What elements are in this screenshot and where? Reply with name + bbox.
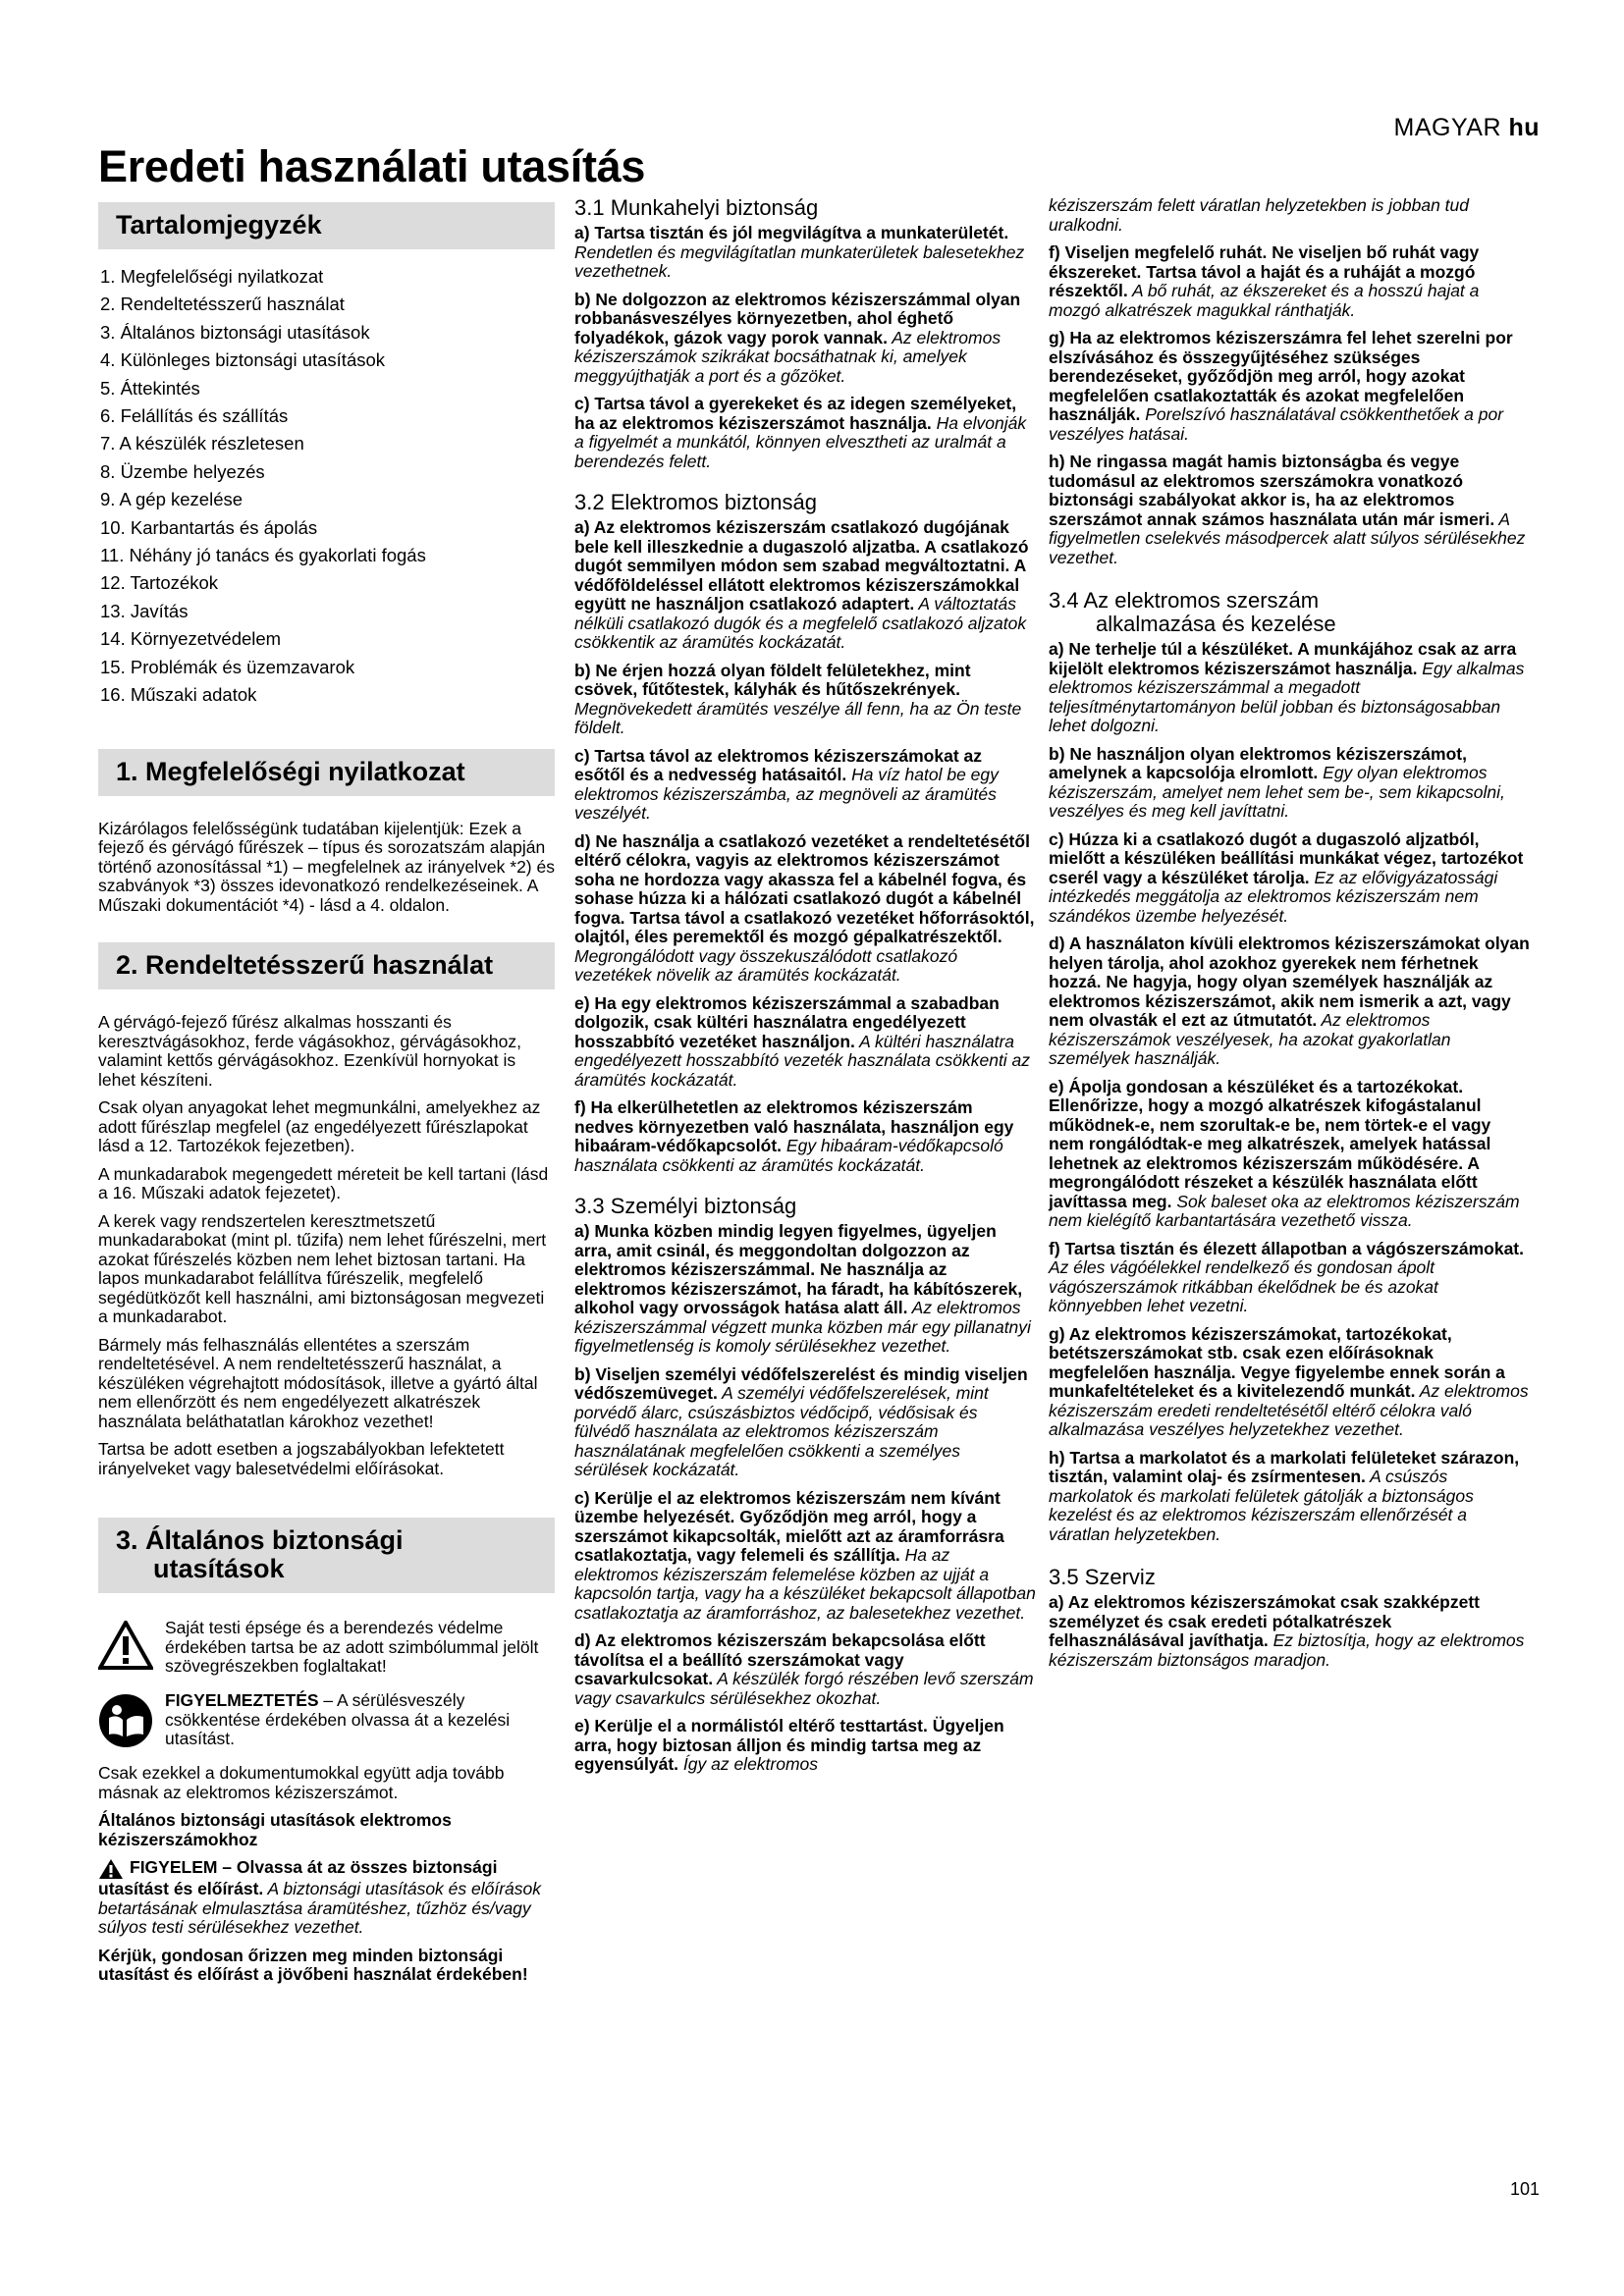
section-2-paragraph: A munkadarabok megengedett méreteit be kell tartani (lásd a 16. Műszaki adatok fejezetet). bbox=[98, 1163, 549, 1202]
rule-item: a) Munka közben mindig legyen figyelmes, ügyeljen arra, amit csinál, és meggondoltan dolgozzon az elektromos kéziszerszámmal. Ne használja az elektromos kéziszerszámot, ha fáradt, ha kábítószerek, alkohol vagy orvosságok hatása alatt áll. Az elektromos kéziszerszámmal végzett munka közben már egy pillanatnyi figyelmetlenség is komoly sérülésekhez vezethet. bbox=[574, 1221, 1031, 1356]
rule-item: a) Az elektromos kéziszerszámokat csak szakképzett személyzet és csak eredeti pótalkatrészek felhasználásával javíthatja. Ez biztosítja, hogy az elektromos kéziszerszám biztonságos maradjon. bbox=[1049, 1592, 1525, 1670]
section-2-paragraph: A kerek vagy rendszertelen keresztmetszetű munkadarabokat (mint pl. tűzifa) nem lehet fűrészelni, mert azokat fűrészelés közben nem lehet biztosan tartani. Ha lapos munkadarabot felállítva fűrészelik, megfelelő segédütközőt kell használni, ami biztonságosan megvezeti a munkadarabot. bbox=[98, 1210, 547, 1326]
page-number: 101 bbox=[1509, 2179, 1540, 2199]
rule-item: b) Ne használjon olyan elektromos kéziszerszámot, amelynek a kapcsolója elromlott. Egy olyan elektromos kéziszerszám, amelyet nem lehet sem be-, sem kikapcsolni, veszélyes és meg kell javíttatni. bbox=[1049, 743, 1505, 821]
subsection-3-4-title bbox=[1049, 589, 1530, 636]
toc-item[interactable]: 16. Műszaki adatok bbox=[100, 684, 257, 706]
toc-heading-box bbox=[98, 202, 555, 249]
rule-item: d) A használaton kívüli elektromos kéziszerszámokat olyan helyen tárolja, ahol azokhoz gyerekek nem férhetnek hozzá. Ne hagyja, hogy olyan személyek használják az elektromos kéziszerszámot, akik nem ismerik a azt, vagy nem olvasták el ezt az útmutatót. Az elektromos kéziszerszámok veszélyesek, ha azokat gyakorlatlan személyek használják. bbox=[1049, 934, 1530, 1068]
section-3-title-line-2: utasítások bbox=[153, 1554, 285, 1583]
attention-italic: A biztonsági utasítások és előírások betartásának elmulasztása áramütéshez, tűzhöz és/vagy súlyos testi sérülésekhez vezethet. bbox=[98, 1879, 542, 1937]
table-of-contents bbox=[100, 263, 555, 710]
column-3 bbox=[1049, 196, 1530, 1679]
rule-item: e) Ápolja gondosan a készüléket és a tartozékokat. Ellenőrizze, hogy a mozgó alkatrészek kifogástalanul működnek-e, nem szorultak-e be, nem törtek-e el vagy nem rongálódtak-e meg alkatrészek, amelyek hatással lehetnek az elektromos kéziszerszám működésére. A megrongálódott részeket a készülék használata előtt javíttassa meg. Sok baleset oka az elektromos kéziszerszám nem kielégítő karbantartására vezethető vissza. bbox=[1049, 1076, 1520, 1230]
rule-item: c) Tartsa távol az elektromos kéziszerszámokat az esőtől és a nedvesség hatásaitól. Ha víz hatol be egy elektromos kéziszerszámba, az megnöveli az áramütés veszélyét. bbox=[574, 745, 999, 823]
toc-item[interactable]: 13. Javítás bbox=[100, 600, 189, 621]
toc-item[interactable]: 7. A készülék részletesen bbox=[100, 433, 304, 454]
rule-item: a) Ne terhelje túl a készüléket. A munkájához csak az arra kijelölt elektromos kéziszerszámot használja. Egy alkalmas elektromos kéziszerszámmal a megadott teljesítménytartományon belül jobban és biztonságosabban lehet dolgozni. bbox=[1049, 639, 1525, 735]
rule-item: b) Ne dolgozzon az elektromos kéziszerszámmal olyan robbanásveszélyes környezetben, ahol éghető folyadékok, gázok vagy porok vannak. Az elektromos kéziszerszámok szikrákat bocsáthatnak ki, amelyek meggyújthatják a port és a gőzöket. bbox=[574, 289, 1021, 386]
toc-item[interactable]: 5. Áttekintés bbox=[100, 377, 200, 399]
toc-item[interactable]: 10. Karbantartás és ápolás bbox=[100, 516, 318, 538]
section-2-paragraph: A gérvágó-fejező fűrész alkalmas hosszanti és keresztvágásokhoz, ferde vágásokhoz, gérvágásokhoz, valamint kettős gérvágásokhoz. Ezenkívül hornyokat is lehet készíteni. bbox=[98, 1012, 521, 1090]
rule-item: d) Ne használja a csatlakozó vezetéket a rendeltetésétől eltérő célokra, vagyis az elektromos kéziszerszámot soha ne hordozza vagy akassza fel a kábelnél fogva, és sohase húzza ki a hálózati csatlakozó dugót a kábelnél fogva. Tartsa távol a csatlakozó vezetéket hőforrásoktól, olajtól, éles peremektől és mozgó gépalkatrészektől. Megrongálódott vagy összekuszálódott csatlakozó vezetékek növelik az áramütés kockázatát. bbox=[574, 830, 1035, 985]
subsection-3-4-title-line-2: alkalmazása és kezelése bbox=[1096, 612, 1336, 636]
document-title: Eredeti használati utasítás bbox=[98, 141, 646, 191]
toc-item[interactable]: 6. Felállítás és szállítás bbox=[100, 405, 289, 427]
column-1 bbox=[98, 196, 555, 1994]
section-2-paragraph: Tartsa be adott esetben a jogszabályokban lefektetett irányelveket vagy balesetvédelmi előírásokat. bbox=[98, 1439, 505, 1478]
language-name: MAGYAR bbox=[1393, 114, 1501, 141]
subsection-3-2-title: 3.2 Elektromos biztonság bbox=[574, 490, 818, 514]
section-2-title: 2. Rendeltetésszerű használat bbox=[116, 950, 494, 980]
rule-item: f) Viseljen megfelelő ruhát. Ne viseljen bő ruhát vagy ékszereket. Tartsa távol a haját és a ruháját a mozgó részektől. A bő ruhát, az ékszereket és a hosszú hajat a mozgó alkatrészek magukkal ránthatják. bbox=[1049, 242, 1480, 320]
section-2-paragraph: Bármely más felhasználás ellentétes a szerszám rendeltetésével. A nem rendeltetésszerű használat, a készüléken végrehajtott módosítások, illetve a gyártó által nem ellenőrzött és nem engedélyezett alkatrészek használata beláthatatlan károkhoz vezethet! bbox=[98, 1334, 538, 1431]
section-3-heading-box bbox=[98, 1518, 555, 1593]
section-1-text: Kizárólagos felelősségünk tudatában kijelentjük: Ezek a fejező és gérvágó fűrészek – típus és sorozatszám alapján történő azonosítással *1) – megfelelnek az irányelvek *2) és szabványok *3) összes idevonatkozó rendelkezéseinek. A Műszaki dokumentációt *4) - lásd a 4. oldalon. bbox=[98, 818, 555, 915]
rule-item: f) Tartsa tisztán és élezett állapotban a vágószerszámokat. Az éles vágóélekkel rendelkező és gondosan ápolt vágószerszámok ritkábban ékelődnek be és azokat könnyebben lehet vezetni. bbox=[1049, 1238, 1525, 1315]
section-2-paragraph: Csak olyan anyagokat lehet megmunkálni, amelyekhez az adott fűrészlap megfelel (az engedélyezett fűrészlapokat lásd a 12. Tartozékok fejezetben). bbox=[98, 1097, 541, 1155]
rule-item: d) Az elektromos kéziszerszám bekapcsolása előtt távolítsa el a beállító szerszámokat vagy csavarkulcsokat. A készülék forgó részében levő szerszám vagy csavarkulcs sérülésekhez okozhat. bbox=[574, 1630, 1034, 1708]
column-2 bbox=[574, 196, 1036, 1784]
toc-item[interactable]: 3. Általános biztonsági utasítások bbox=[100, 321, 370, 343]
toc-item[interactable]: 12. Tartozékok bbox=[100, 572, 218, 594]
toc-item[interactable]: 15. Problémák és üzemzavarok bbox=[100, 656, 355, 677]
section-1-heading-box bbox=[98, 749, 555, 796]
rule-item-continued: kéziszerszám felett váratlan helyzetekben is jobban tud uralkodni. bbox=[1049, 195, 1470, 235]
warning-text: – A sérülésveszély csökkentése érdekében olvassa át a kezelési utasítást. bbox=[165, 1690, 511, 1748]
rule-item: e) Ha egy elektromos kéziszerszámmal a szabadban dolgozik, csak kültéri használatra engedélyezett hosszabbító vezetéket használjon. A kültéri használatra engedélyezett hosszabbító vezeték használata csökkenti az áramütés kockázatát. bbox=[574, 992, 1031, 1090]
rule-item: b) Ne érjen hozzá olyan földelt felületekhez, mint csövek, fűtőtestek, kályhák és hűtőszekrények. Megnövekedett áramütés veszélye áll fenn, ha az Ön teste földelt. bbox=[574, 660, 1022, 737]
section-1-title: 1. Megfelelőségi nyilatkozat bbox=[116, 756, 465, 786]
rule-item: c) Kerülje el az elektromos kéziszerszám nem kívánt üzembe helyezését. Győződjön meg arról, hogy a szerszámot kikapcsolták, mielőtt azt az áramforrásra csatlakoztatja, vagy felemeli és szállítja. Ha az elektromos kéziszerszám felemelése közben az ujját a kapcsolón tartja, vagy ha a készüléket bekapcsolt állapotban csatlakoztatja az áramforráshoz, az balesetekhez vezethet. bbox=[574, 1487, 1036, 1623]
subsection-3-4-title-line-1: 3.4 Az elektromos szerszám bbox=[1049, 588, 1320, 613]
language-label bbox=[1394, 114, 1541, 142]
attention-bold: FIGYELEM – Olvassa át az összes biztonsági utasítást és előírást. bbox=[98, 1857, 498, 1898]
subsection-3-1-title: 3.1 Munkahelyi biztonság bbox=[574, 195, 819, 220]
rule-item: b) Viseljen személyi védőfelszerelést és mindig viseljen védőszemüveget. A személyi védőfelszerelések, mint porvédő álarc, csúszásbiztos védőcipő, védősisak és fülvédő használata az elektromos kéziszerszám használatának megfelelően csökkenti a személyes sérülések kockázatát. bbox=[574, 1363, 1028, 1479]
toc-item[interactable]: 9. A gép kezelése bbox=[100, 489, 244, 510]
toc-item[interactable]: 8. Üzembe helyezés bbox=[100, 460, 265, 482]
section-2-heading-box bbox=[98, 942, 555, 989]
section-3-paragraph: Csak ezekkel a dokumentumokkal együtt adja tovább másnak az elektromos kéziszerszámot. bbox=[98, 1763, 505, 1802]
rule-item: c) Tartsa távol a gyerekeket és az idegen személyeket, ha az elektromos kéziszerszámot használja. Ha elvonják a figyelmét a munkától, könnyen elvesztheti az uralmát a berendezés felett. bbox=[574, 394, 1027, 471]
rule-item: h) Tartsa a markolatot és a markolati felületeket szárazon, tisztán, valamint olaj- és zsírmentesen. A csúszós markolatok és markolati felületek gátolják a biztonságos kezelést és az elektromos kéziszerszám ellenőrzését a váratlan helyzetekben. bbox=[1049, 1447, 1520, 1544]
warning-small-icon bbox=[98, 1858, 124, 1880]
toc-item[interactable]: 1. Megfelelőségi nyilatkozat bbox=[100, 266, 324, 287]
subsection-3-5-title: 3.5 Szerviz bbox=[1049, 1565, 1156, 1589]
rule-item: c) Húzza ki a csatlakozó dugót a dugaszoló aljzatból, mielőtt a készüléken beállítási munkákat végez, tartozékot cserél vagy a készüléket tárolja. Ez az elővigyázatossági intézkedés meggátolja az elektromos kéziszerszám nem szándékos üzembe helyezését. bbox=[1049, 828, 1524, 926]
rule-item: f) Ha elkerülhetetlen az elektromos kéziszerszám nedves környezetben való használata, használjon egy hibaáram-védőkapcsolót. Egy hibaáram-védőkapcsoló használata csökkenti az áramütés kockázatát. bbox=[574, 1097, 1014, 1175]
safety-notice bbox=[98, 1619, 555, 1683]
rule-item: g) Az elektromos kéziszerszámokat, tartozékokat, betétszerszámokat stb. csak ezen előírásoknak megfelelően használja. Vegye figyelembe ennek során a munkafeltételeket és a kivitelezendő munkát. Az elektromos kéziszerszám eredeti rendeltetésétől eltérő célokra való alkalmazása veszélyes helyzetekhez vezethet. bbox=[1049, 1323, 1529, 1439]
toc-item[interactable]: 4. Különleges biztonsági utasítások bbox=[100, 349, 386, 371]
read-manual-icon bbox=[98, 1693, 153, 1748]
toc-item[interactable]: 14. Környezetvédelem bbox=[100, 628, 282, 650]
rule-item: h) Ne ringassa magát hamis biztonságba és vegye tudomásul az elektromos szerszámokra vonatkozó biztonsági szabályokat akkor is, ha az elektromos szerszámot annak számos használata után már ismeri. A figyelmetlen cselekvés másodpercek alatt súlyos sérülésekhez vezethet. bbox=[1049, 452, 1526, 567]
toc-item[interactable]: 2. Rendeltetésszerű használat bbox=[100, 294, 345, 315]
section-3-title-line-1: 3. Általános biztonsági bbox=[116, 1525, 404, 1555]
attention-notice bbox=[98, 1858, 555, 1938]
language-code: hu bbox=[1508, 114, 1540, 141]
toc-item[interactable]: 11. Néhány jó tanács és gyakorlati fogás bbox=[100, 545, 426, 566]
general-safety-heading: Általános biztonsági utasítások elektromos kéziszerszámokhoz bbox=[98, 1810, 452, 1849]
read-manual-text bbox=[98, 1691, 555, 1749]
rule-item: g) Ha az elektromos kéziszerszámra fel lehet szerelni por elszívásához és összegyűjtéséhez szükséges berendezéseket, győződjön meg arról, hogy azokat megfelelően csatlakoztatták és azokat megfelelően használják. Porelszívó használatával csökkenthetőek a por veszélyes hatásai. bbox=[1049, 328, 1513, 444]
read-manual-notice bbox=[98, 1691, 555, 1756]
warning-label: FIGYELMEZTETÉS bbox=[165, 1690, 319, 1710]
keep-instructions: Kérjük, gondosan őrizzen meg minden biztonsági utasítást és előírást a jövőbeni használat érdekében! bbox=[98, 1945, 528, 1984]
subsection-3-3-title: 3.3 Személyi biztonság bbox=[574, 1194, 797, 1218]
rule-item: e) Kerülje el a normálistól eltérő testtartást. Ügyeljen arra, hogy biztosan álljon és mindig tartsa meg az egyensúlyát. Így az elektromos bbox=[574, 1716, 1004, 1774]
warning-triangle-icon bbox=[98, 1621, 153, 1670]
safety-notice-text: Saját testi épsége és a berendezés védelme érdekében tartsa be az adott szimbólummal jelölt szövegrészekben foglaltakat! bbox=[165, 1618, 539, 1676]
rule-item: a) Tartsa tisztán és jól megvilágítva a munkaterületét. Rendetlen és megvilágítatlan munkaterületek balesetekhez vezethetnek. bbox=[574, 223, 1025, 281]
toc-title: Tartalomjegyzék bbox=[116, 210, 322, 240]
rule-item: a) Az elektromos kéziszerszám csatlakozó dugójának bele kell illeszkednie a dugaszoló aljzatba. A csatlakozó dugót semmilyen módon sem szabad megváltoztatni. A védőföldeléssel ellátott elektromos kéziszerszámokkal együtt ne használjon csatlakozó adaptert. A változtatás nélküli csatlakozó dugók és a megfelelő csatlakozó aljzatok csökkentik az áramütés kockázatát. bbox=[574, 517, 1029, 652]
